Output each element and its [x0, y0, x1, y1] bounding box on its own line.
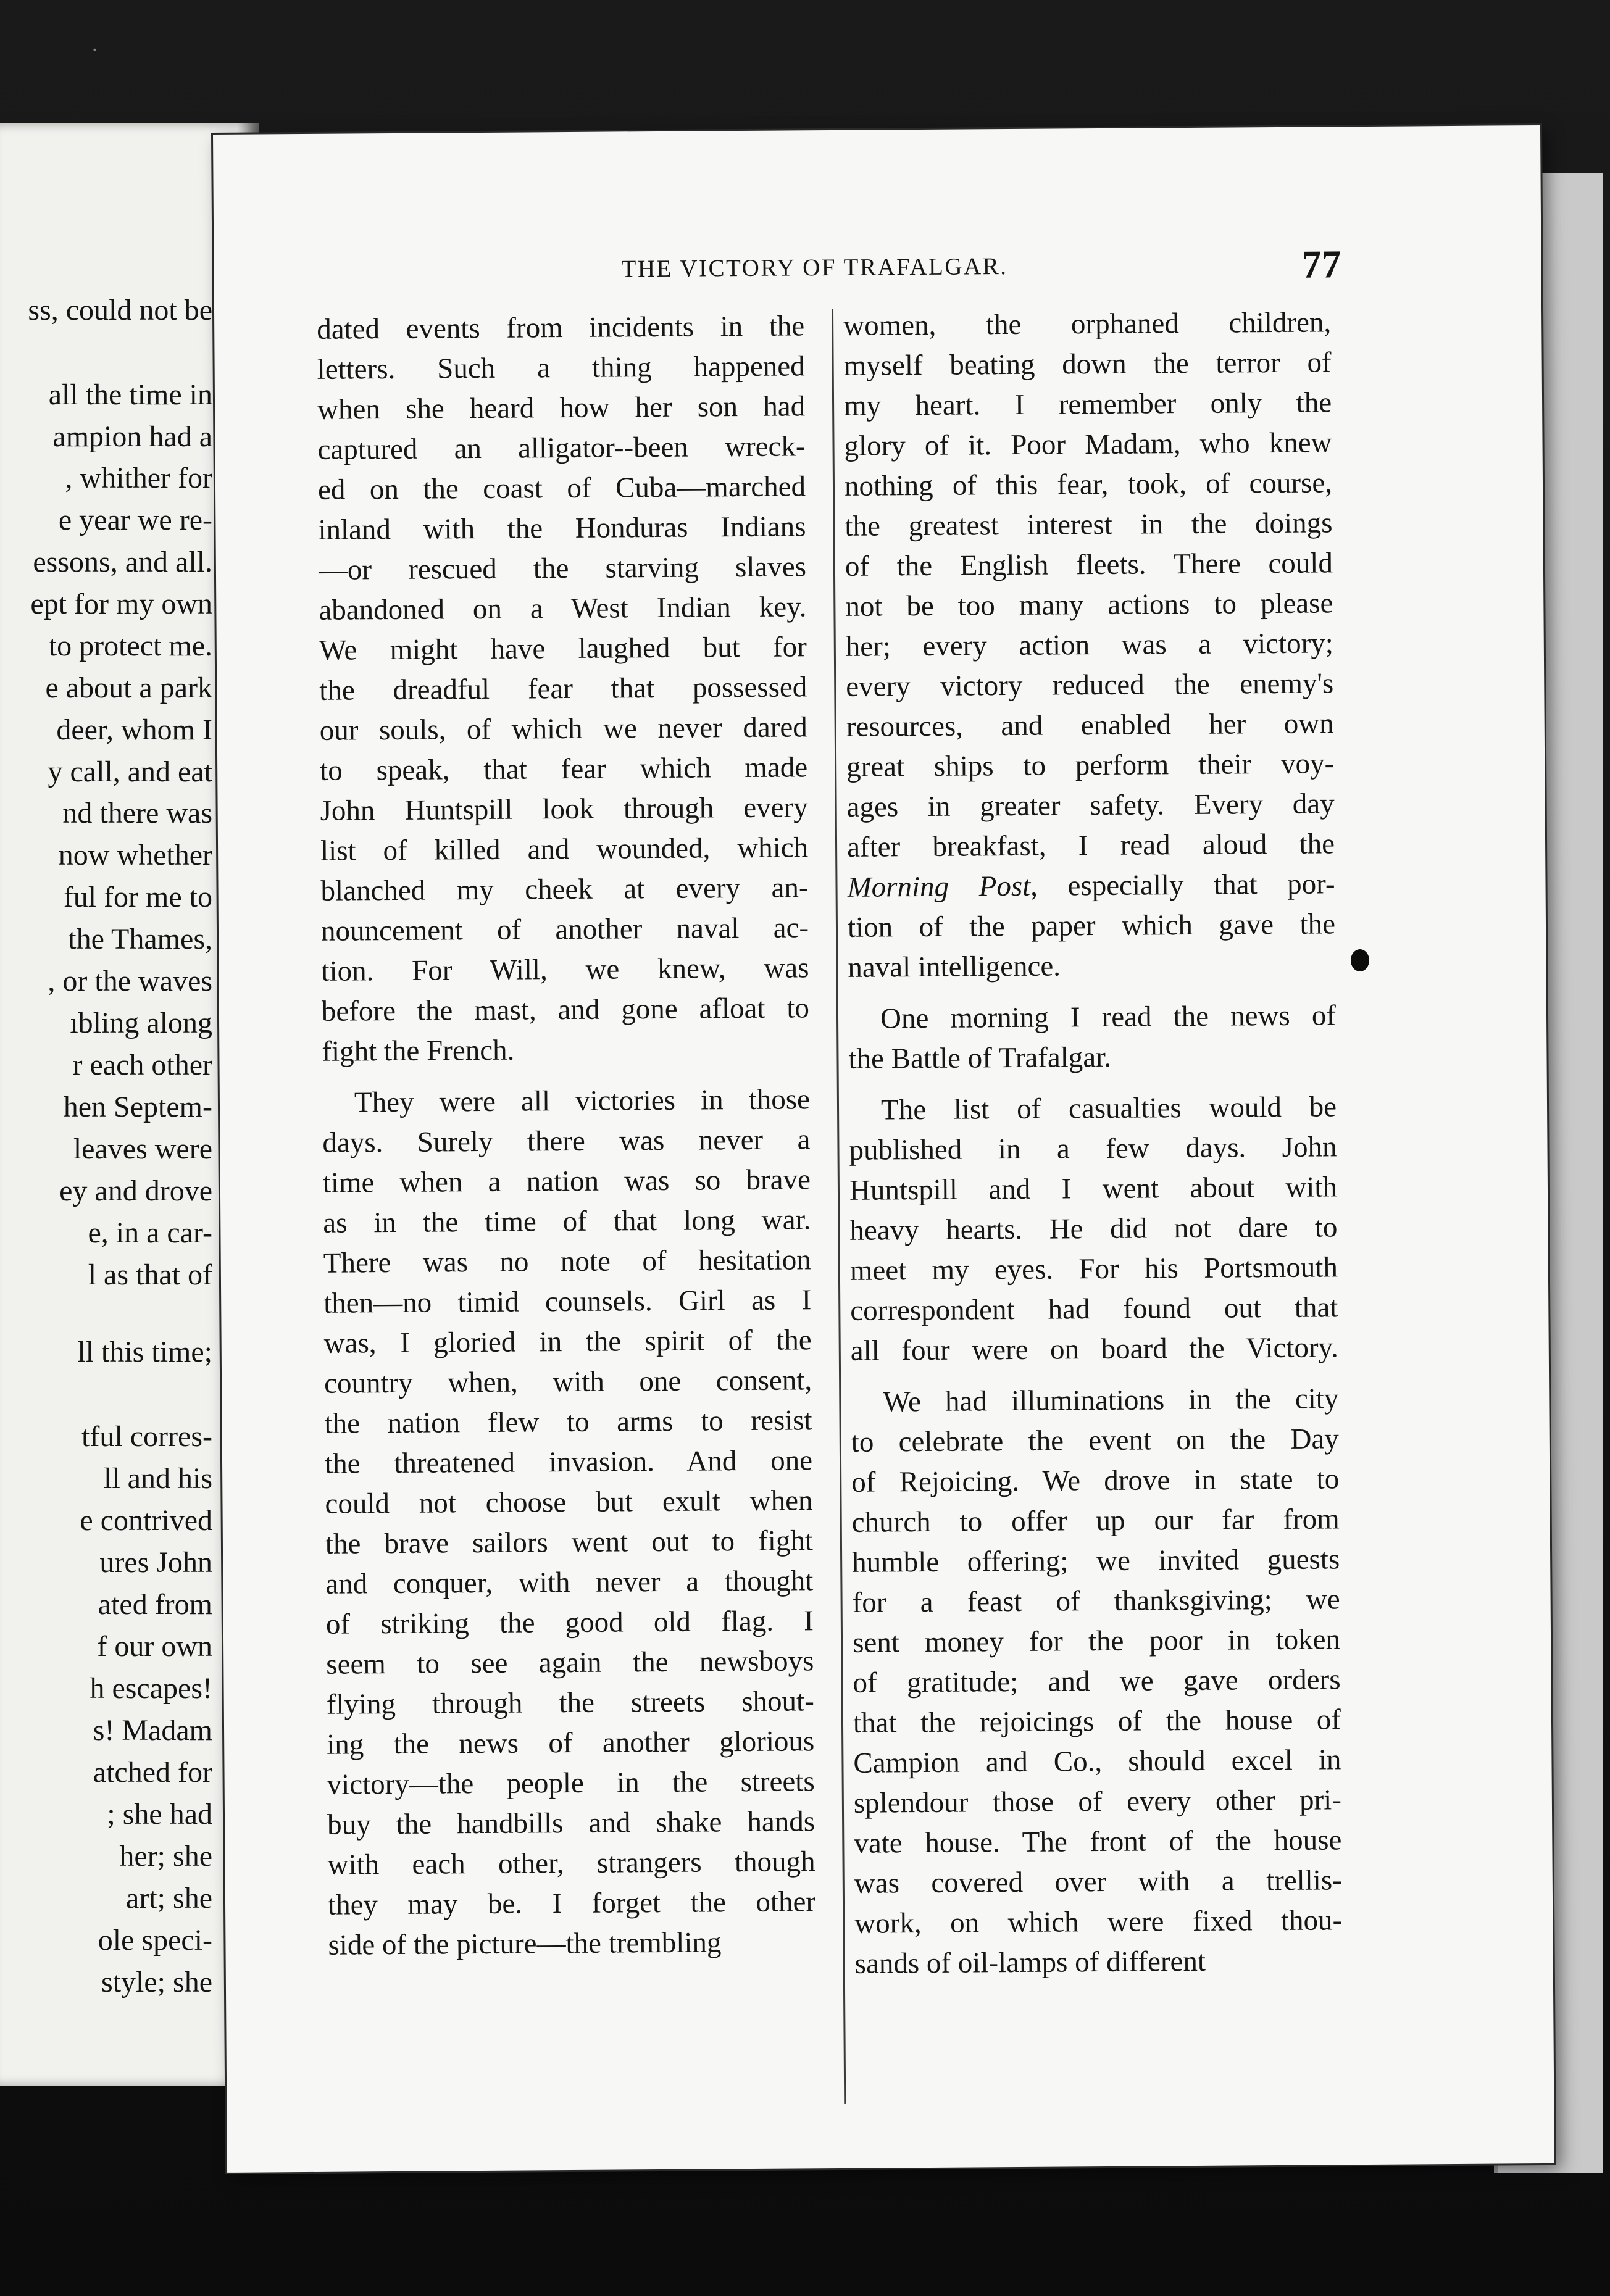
text-line: tion. For Will, we knew, was [321, 952, 809, 988]
text-line: women, the orphaned children, [843, 306, 1332, 342]
left-page-line: leaves were [73, 1133, 212, 1165]
left-page-line: her; she [119, 1840, 212, 1873]
scan-speck [91, 38, 104, 47]
text-column-right [843, 302, 1343, 1984]
text-line: myself beating down the terror of [843, 346, 1332, 382]
left-page-line: all the time in [48, 378, 212, 411]
text-line: was covered over with a trellis- [854, 1864, 1342, 1900]
left-page-line: s! Madam [93, 1714, 212, 1747]
text-line: before the mast, and gone afloat to [321, 992, 810, 1028]
text-line: resources, and enabled her own [846, 707, 1334, 743]
text-line: blanched my cheek at every an- [320, 871, 809, 907]
text-line: the dreadful fear that possessed [319, 671, 807, 707]
text-line: for a feast of thanksgiving; we [852, 1583, 1340, 1619]
left-page-line: ures John [99, 1546, 212, 1579]
left-page-line: h escapes! [90, 1672, 212, 1705]
text-line: We might have laughed but for [319, 631, 807, 667]
text-line: our souls, of which we never dared [319, 711, 807, 747]
column-rule [832, 309, 846, 2104]
text-line: Morning Post, especially that por- [847, 868, 1335, 904]
text-line: ing the news of another glorious [327, 1725, 815, 1761]
left-page-line: hen Septem- [63, 1091, 212, 1123]
text-line: correspondent had found out that [850, 1291, 1338, 1327]
text-line: sands of oil-lamps of different [854, 1945, 1206, 1980]
text-line: as in the time of that long war. [323, 1204, 811, 1239]
text-line: seem to see again the newsboys [326, 1645, 814, 1681]
left-page-line: nd there was [62, 797, 212, 830]
text-line: John Huntspill look through every [320, 791, 808, 827]
text-line: the Battle of Trafalgar. [848, 1041, 1112, 1075]
text-line: ed on the coast of Cuba—marched [317, 470, 806, 506]
text-line: they may be. I forget the other [327, 1886, 816, 1921]
left-page-line: ıbling along [70, 1007, 212, 1039]
running-head [214, 242, 1541, 301]
text-line: published in a few days. John [849, 1131, 1337, 1167]
text-line: her; every action was a victory; [845, 627, 1333, 663]
text-line: of the English fleets. There could [845, 547, 1333, 583]
left-page-line: style; she [101, 1966, 212, 1999]
left-page-line: y call, and eat [48, 755, 212, 788]
text-line: all four were on board the Victory. [850, 1331, 1338, 1367]
text-line: great ships to perform their voy- [846, 747, 1335, 783]
text-line: buy the handbills and shake hands [327, 1805, 815, 1841]
left-page-line: ole speci- [98, 1924, 212, 1957]
book-page [213, 125, 1554, 2173]
text-line: captured an alligator--been wreck- [317, 430, 806, 466]
text-line: The list of casualties would be [880, 1091, 1337, 1126]
left-page-line: ss, could not be [28, 294, 212, 327]
text-line: side of the picture—the trembling [328, 1926, 722, 1961]
text-line: time when a nation was so brave [322, 1163, 811, 1199]
text-line: the nation flew to arms to resist [324, 1404, 812, 1440]
text-line: days. Surely there was never a [322, 1123, 811, 1159]
left-page-line: essons, and all. [33, 546, 212, 578]
text-line: to speak, that fear which made [320, 751, 808, 787]
left-page-line: ated from [98, 1588, 212, 1621]
left-page-line: ful for me to [63, 881, 212, 913]
text-line: the greatest interest in the doings [845, 507, 1333, 543]
page-number: 77 [1301, 242, 1341, 286]
text-line: victory—the people in the streets [327, 1765, 815, 1801]
text-line: Huntspill and I went about with [849, 1171, 1338, 1207]
text-line: dated events from incidents in the [317, 310, 805, 346]
left-page-line: r each other [72, 1049, 212, 1081]
text-line: that the rejoicings of the house of [853, 1703, 1341, 1739]
left-page-line: e, in a car- [88, 1217, 212, 1249]
text-line: humble offering; we invited guests [851, 1543, 1340, 1579]
page-title: THE VICTORY OF TRAFALGAR. [621, 253, 1008, 283]
text-line: There was no note of hesitation [323, 1244, 811, 1279]
text-line: nothing of this fear, took, of course, [844, 467, 1333, 502]
text-line: with each other, strangers though [327, 1845, 815, 1881]
text-line: ages in greater safety. Every day [846, 788, 1335, 823]
text-line: my heart. I remember only the [843, 386, 1332, 422]
left-page-line: ept for my own [30, 588, 212, 620]
text-line: They were all victories in those [354, 1083, 811, 1119]
text-line: Campion and Co., should excel in [853, 1744, 1341, 1779]
text-line: church to offer up our far from [851, 1503, 1340, 1539]
text-line: was, I gloried in the spirit of the [323, 1324, 812, 1360]
text-line: then—no timid counsels. Girl as I [323, 1284, 812, 1320]
left-page-line: ; she had [107, 1798, 212, 1831]
left-page-line: atched for [93, 1756, 212, 1789]
left-page-line: ll and his [104, 1462, 212, 1495]
text-line: splendour those of every other pri- [853, 1784, 1342, 1820]
left-page-line: e year we re- [58, 504, 212, 536]
text-line: after breakfast, I read aloud the [846, 828, 1335, 863]
ink-blot [1351, 949, 1369, 971]
text-line: sent money for the poor in token [852, 1623, 1341, 1659]
text-line: inland with the Honduras Indians [318, 510, 806, 546]
left-page-line: e about a park [45, 672, 212, 704]
left-page-line: tful corres- [81, 1420, 212, 1453]
text-line: vate house. The front of the house [854, 1824, 1342, 1860]
text-line: naval intelligence. [848, 950, 1061, 984]
text-line: the brave sailors went out to fight [325, 1524, 814, 1560]
text-line: meet my eyes. For his Portsmouth [849, 1251, 1338, 1287]
text-line: of striking the good old flag. I [325, 1605, 814, 1641]
text-line: letters. Such a thing happened [317, 350, 805, 386]
text-column-left [317, 306, 816, 1965]
text-line: and conquer, with never a thought [325, 1565, 814, 1600]
left-page-line: f our own [97, 1630, 212, 1663]
text-line: when she heard how her son had [317, 390, 806, 426]
left-page-line: now whether [58, 839, 212, 871]
text-line: country when, with one consent, [323, 1364, 812, 1400]
text-line: tion of the paper which gave the [847, 908, 1336, 944]
left-page-line: ampion had a [52, 420, 212, 453]
left-page-line: l as that of [88, 1258, 212, 1291]
text-line: could not choose but exult when [325, 1484, 813, 1520]
text-line: —or rescued the starving slaves [318, 551, 807, 586]
left-page-line: art; she [126, 1882, 212, 1915]
text-line: not be too many actions to please [845, 587, 1333, 623]
text-line: list of killed and wounded, which [320, 831, 809, 867]
text-line: nouncement of another naval ac- [320, 912, 809, 947]
left-page-line: ll this time; [77, 1336, 212, 1368]
text-line: every victory reduced the enemy's [846, 667, 1334, 703]
text-line: flying through the streets shout- [326, 1685, 814, 1721]
text-line: fight the French. [322, 1034, 515, 1068]
text-line: to celebrate the event on the Day [851, 1423, 1339, 1458]
text-line: work, on which were fixed thou- [854, 1904, 1343, 1940]
left-page-line: , or the waves [48, 965, 212, 997]
text-line: glory of it. Poor Madam, who knew [844, 426, 1332, 462]
text-line: of gratitude; and we gave orders [853, 1663, 1341, 1699]
text-line: the threatened invasion. And one [324, 1444, 813, 1480]
left-page-line: ey and drove [59, 1175, 212, 1207]
left-page-line: deer, whom I [56, 713, 212, 746]
text-line: abandoned on a West Indian key. [319, 591, 807, 626]
left-page-line: the Thames, [68, 923, 212, 955]
text-line: of Rejoicing. We drove in state to [851, 1463, 1340, 1499]
left-page-line: e contrived [80, 1504, 212, 1537]
text-line: One morning I read the news of [880, 999, 1337, 1035]
left-page-line: to protect me. [48, 630, 212, 662]
text-line: heavy hearts. He did not dare to [849, 1211, 1338, 1247]
text-line: We had illuminations in the city [883, 1383, 1339, 1418]
left-page-line: , whither for [65, 462, 212, 494]
